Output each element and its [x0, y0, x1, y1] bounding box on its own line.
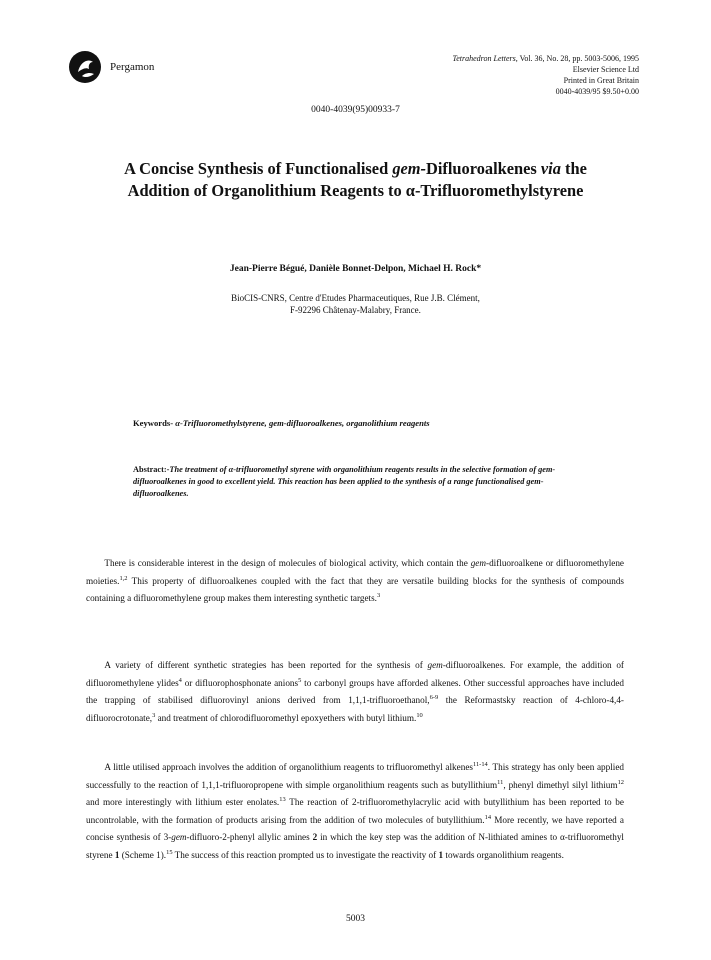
- journal-name: Tetrahedron Letters: [452, 54, 516, 63]
- journal-issue: , Vol. 36, No. 28, pp. 5003-5006, 1995: [515, 54, 639, 63]
- abstract-label: Abstract:-: [133, 465, 170, 474]
- journal-citation: [453, 53, 639, 97]
- reference-superscript: 3: [152, 711, 156, 719]
- reference-superscript: 5: [298, 676, 302, 684]
- text-run: in which the key step was the addition of N-lithiated amines to α-trifluoromethyl styrene: [86, 832, 624, 860]
- keywords-text: α-Trifluoromethylstyrene, gem-difluoroalkenes, organolithium reagents: [175, 418, 430, 428]
- document-code: 0040-4039(95)00933-7: [311, 105, 400, 115]
- text-run: (Scheme 1).: [119, 849, 167, 860]
- journal-line-1: [453, 53, 639, 64]
- keywords-label: Keywords-: [133, 418, 176, 428]
- compound-number: 1: [114, 849, 120, 860]
- reference-superscript: 15: [166, 848, 173, 856]
- text-italic: gem-: [427, 660, 446, 670]
- journal-line-2: Elsevier Science Ltd: [572, 65, 639, 74]
- text-run: difluoroalkene or difluoromethylene moieties.: [86, 558, 624, 586]
- affiliation: [0, 292, 711, 316]
- journal-line-3: Printed in Great Britain: [563, 76, 639, 85]
- text-run: , phenyl dimethyl silyl lithium: [503, 779, 618, 790]
- title-via: via: [540, 159, 561, 178]
- reference-superscript: 4: [178, 676, 182, 684]
- title-line-2: Addition of Organolithium Reagents to α-Trifluoromethylstyrene: [127, 181, 584, 200]
- authors: Jean-Pierre Bégué, Danièle Bonnet-Delpon, Michael H. Rock*: [229, 264, 482, 274]
- body-paragraph-1: [86, 555, 624, 608]
- text-run: or difluorophosphonate anions: [181, 677, 299, 688]
- text-run: and more interestingly with lithium ester enolates.: [86, 797, 280, 807]
- text-run: The reaction of 2-trifluoromethylacrylic acid with butyllithium has been reported to be uncontrolable, with the formation of products arising from the addition of two molecules of butyllithium.: [86, 797, 624, 825]
- reference-superscript: 14: [484, 813, 492, 821]
- text-italic: gem-: [470, 558, 490, 568]
- text-run: There is considerable interest in the design of molecules of biological activity, which contain the: [104, 558, 471, 568]
- body-paragraph-3: [86, 759, 624, 864]
- text-run: This property of difluoroalkenes coupled with the fact that they are versatile building blocks for the synthesis of compounds containing a difluoromethylene group makes them interesting synthetic targets.: [86, 575, 624, 603]
- compound-number: 2: [312, 832, 318, 842]
- reference-superscript: 6-9: [429, 693, 439, 701]
- reference-superscript: 3: [376, 591, 381, 599]
- text-run: A little utilised approach involves the addition of organolithium reagents to trifluoromethyl alkenes: [104, 762, 473, 772]
- text-run: to carbonyl groups have afforded alkenes. Other successful approaches have included the trapping of stabilised difluorovinyl anions derived from 1,1,1-trifluoroethanol,: [86, 677, 624, 705]
- reference-superscript: 13: [279, 795, 286, 803]
- title-text: the: [560, 159, 587, 178]
- title-text: Difluoroalkenes: [426, 159, 541, 178]
- text-run: the Reformastsky reaction of 4-chloro-4,4-difluorocrotonate,: [86, 695, 624, 723]
- text-run: difluoroalkenes. For example, the addition of difluoromethylene ylides: [86, 660, 624, 688]
- text-italic: gem: [171, 832, 187, 842]
- text-run: More recently, we have reported a concise synthesis of 3-: [86, 814, 624, 842]
- compound-number: 1: [438, 849, 444, 860]
- reference-superscript: 10: [416, 711, 423, 719]
- text-run: . This strategy has only been applied successfully to the reaction of 1,1,1-trifluoropropene with simple organolithium reagents such as butyllithium: [86, 762, 625, 790]
- text-run: The success of this reaction prompted us to investigate the reactivity of: [172, 849, 439, 860]
- reference-superscript: 11: [497, 778, 504, 786]
- affiliation-line-2: F-92296 Châtenay-Malabry, France.: [290, 305, 421, 315]
- pergamon-logo-icon: [68, 50, 102, 84]
- publisher-name: Pergamon: [110, 61, 155, 73]
- reference-superscript: 11-14: [472, 760, 488, 768]
- journal-line-4: 0040-4039/95 $9.50+0.00: [555, 87, 639, 96]
- affiliation-line-1: BioCIS-CNRS, Centre d'Etudes Pharmaceutiques, Rue J.B. Clément,: [231, 293, 480, 303]
- text-run: A variety of different synthetic strategies has been reported for the synthesis of: [104, 660, 428, 670]
- text-run: towards organolithium reagents.: [443, 849, 564, 860]
- reference-superscript: 1,2: [119, 574, 128, 582]
- body-paragraph-2: [86, 657, 624, 727]
- abstract-text: The treatment of α-trifluoromethyl styrene with organolithium reagents results in the selective formation of gem-difluoroalkenes in good to excellent yield. This reaction has been applied to the synthesis of a range functionalised gem-difluoroalkenes.: [133, 465, 556, 498]
- title-gem: gem-: [392, 159, 426, 178]
- abstract: [133, 464, 573, 500]
- title-text: A Concise Synthesis of Functionalised: [124, 159, 393, 178]
- text-run: and treatment of chlorodifluoromethyl epoxyethers with butyl lithium.: [155, 712, 417, 723]
- keywords: [133, 418, 430, 428]
- text-run: -difluoro-2-phenyl allylic amines: [186, 832, 313, 842]
- page-number: 5003: [346, 914, 365, 924]
- reference-superscript: 12: [617, 778, 624, 786]
- paper-title: [60, 158, 651, 202]
- title-line-1: [60, 158, 651, 180]
